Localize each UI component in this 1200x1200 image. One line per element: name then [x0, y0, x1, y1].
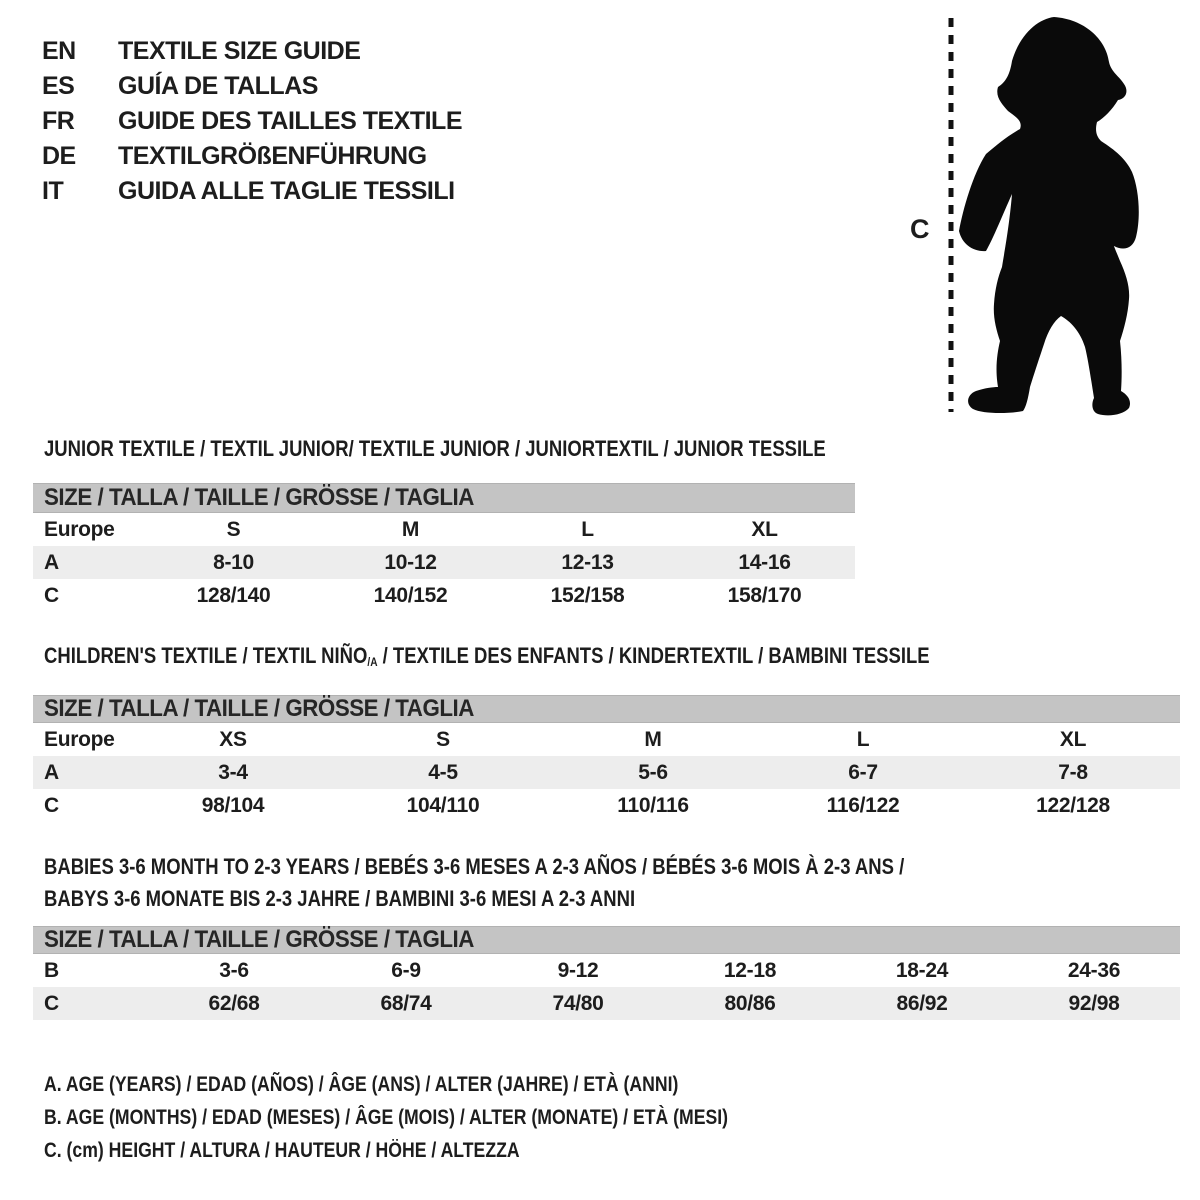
- cell: 8-10: [213, 550, 254, 574]
- lang-title: GUÍA DE TALLAS: [118, 72, 318, 100]
- lang-row-en: [42, 34, 462, 69]
- baby-silhouette-shape: [959, 17, 1139, 415]
- babies-textile-section: [33, 851, 1180, 1020]
- cell: 62/68: [208, 991, 260, 1015]
- cell: 140/152: [373, 583, 448, 607]
- language-title-block: [42, 34, 462, 209]
- row-label: B: [44, 958, 59, 982]
- cell: 86/92: [896, 991, 948, 1015]
- cell: 4-5: [428, 760, 458, 784]
- cell: 5-6: [638, 760, 668, 784]
- lang-code: ES: [42, 72, 75, 100]
- table-row: [33, 987, 1180, 1020]
- lang-code: DE: [42, 142, 76, 170]
- cell: 80/86: [724, 991, 776, 1015]
- row-label: C: [44, 793, 59, 817]
- height-measure-label: C: [910, 214, 930, 244]
- cell: S: [436, 727, 450, 751]
- cell: 98/104: [201, 793, 265, 817]
- cell: 12-13: [561, 550, 614, 574]
- cell: 104/110: [406, 793, 480, 817]
- table-row: [33, 546, 855, 579]
- row-label: Europe: [44, 727, 115, 751]
- cell: 128/140: [196, 583, 271, 607]
- cell: 110/116: [617, 793, 689, 817]
- cell: 10-12: [384, 550, 437, 574]
- row-label: A: [44, 550, 59, 574]
- nino-a-subscript: /A: [367, 655, 378, 670]
- cell: 68/74: [380, 991, 432, 1015]
- cell: XL: [1059, 727, 1087, 751]
- cell: 3-4: [218, 760, 248, 784]
- cell: 152/158: [550, 583, 625, 607]
- lang-title: GUIDE DES TAILLES TEXTILE: [118, 107, 463, 135]
- childrens-textile-section: [33, 644, 1180, 822]
- childrens-table-title: CHILDREN'S TEXTILE / TEXTIL $NIÑO_{/A}$ / TEXTILE DES ENFANTS / KINDERTEXTIL / BAMBINI TESSILE: [44, 643, 930, 670]
- lang-row-fr: [42, 104, 462, 139]
- cell: 74/80: [552, 991, 604, 1015]
- cell: S: [226, 517, 241, 541]
- lang-row-de: [42, 139, 462, 174]
- cell: 12-18: [723, 958, 777, 982]
- cell: 116/122: [826, 793, 900, 817]
- table-row: [33, 579, 855, 612]
- babies-table-title-line2: BABYS 3-6 MONATE BIS 2-3 JAHRE / BAMBINI 3-6 MESI A 2-3 ANNI: [44, 886, 636, 911]
- cell: 92/98: [1068, 991, 1120, 1015]
- table-row: [33, 789, 1180, 822]
- lang-row-it: [42, 174, 462, 209]
- cell: M: [644, 727, 662, 751]
- legend-line-a: A. AGE (YEARS) / EDAD (AÑOS) / ÂGE (ANS) / ALTER (JAHRE) / ETÀ (ANNI): [44, 1073, 679, 1096]
- cell: 158/170: [727, 583, 802, 607]
- babies-table-title-line1: BABIES 3-6 MONTH TO 2-3 YEARS / BEBÉS 3-6 MESES A 2-3 AÑOS / BÉBÉS 3-6 MOIS À 2-3 ANS /: [44, 854, 905, 879]
- cell: XL: [751, 517, 778, 541]
- junior-textile-section: [33, 437, 855, 612]
- legend-line-b: B. AGE (MONTHS) / EDAD (MESES) / ÂGE (MOIS) / ALTER (MONATE) / ETÀ (MESI): [44, 1106, 729, 1129]
- lang-code: IT: [42, 177, 64, 205]
- lang-title: TEXTILE SIZE GUIDE: [118, 37, 361, 65]
- table-row: [33, 513, 855, 546]
- cell: 14-16: [738, 550, 791, 574]
- cell: 6-7: [848, 760, 878, 784]
- cell: L: [856, 727, 870, 751]
- junior-size-header: SIZE / TALLA / TAILLE / GRÖSSE / TAGLIA: [33, 483, 855, 513]
- cell: 18-24: [895, 958, 949, 982]
- junior-table-title: JUNIOR TEXTILE / TEXTIL JUNIOR/ TEXTILE JUNIOR / JUNIORTEXTIL / JUNIOR TESSILE: [44, 436, 826, 461]
- cell: M: [401, 517, 420, 541]
- baby-silhouette-icon: [938, 14, 1174, 426]
- row-label: Europe: [44, 517, 115, 541]
- cell: 122/128: [1036, 793, 1110, 817]
- cell: 7-8: [1058, 760, 1088, 784]
- lang-title: TEXTILGRÖßENFÜHRUNG: [118, 142, 427, 170]
- table-row: [33, 756, 1180, 789]
- cell: 6-9: [391, 958, 421, 982]
- lang-code: EN: [42, 37, 76, 65]
- legend-line-c: C. (cm) HEIGHT / ALTURA / HAUTEUR / HÖHE / ALTEZZA: [44, 1139, 520, 1162]
- lang-title: GUIDA ALLE TAGLIE TESSILI: [118, 177, 455, 205]
- row-label: C: [44, 991, 59, 1015]
- babies-size-header: SIZE / TALLA / TAILLE / GRÖSSE / TAGLIA: [33, 926, 1180, 954]
- row-label: C: [44, 583, 59, 607]
- cell: L: [581, 517, 594, 541]
- lang-code: FR: [42, 107, 75, 135]
- table-row: [33, 954, 1180, 987]
- childrens-size-header: SIZE / TALLA / TAILLE / GRÖSSE / TAGLIA: [33, 695, 1180, 723]
- cell: 24-36: [1067, 958, 1121, 982]
- measurement-legend: [44, 1068, 858, 1167]
- cell: 3-6: [219, 958, 249, 982]
- cell: XS: [219, 727, 247, 751]
- lang-row-es: [42, 69, 462, 104]
- row-label: A: [44, 760, 59, 784]
- cell: 9-12: [557, 958, 599, 982]
- table-row: [33, 723, 1180, 756]
